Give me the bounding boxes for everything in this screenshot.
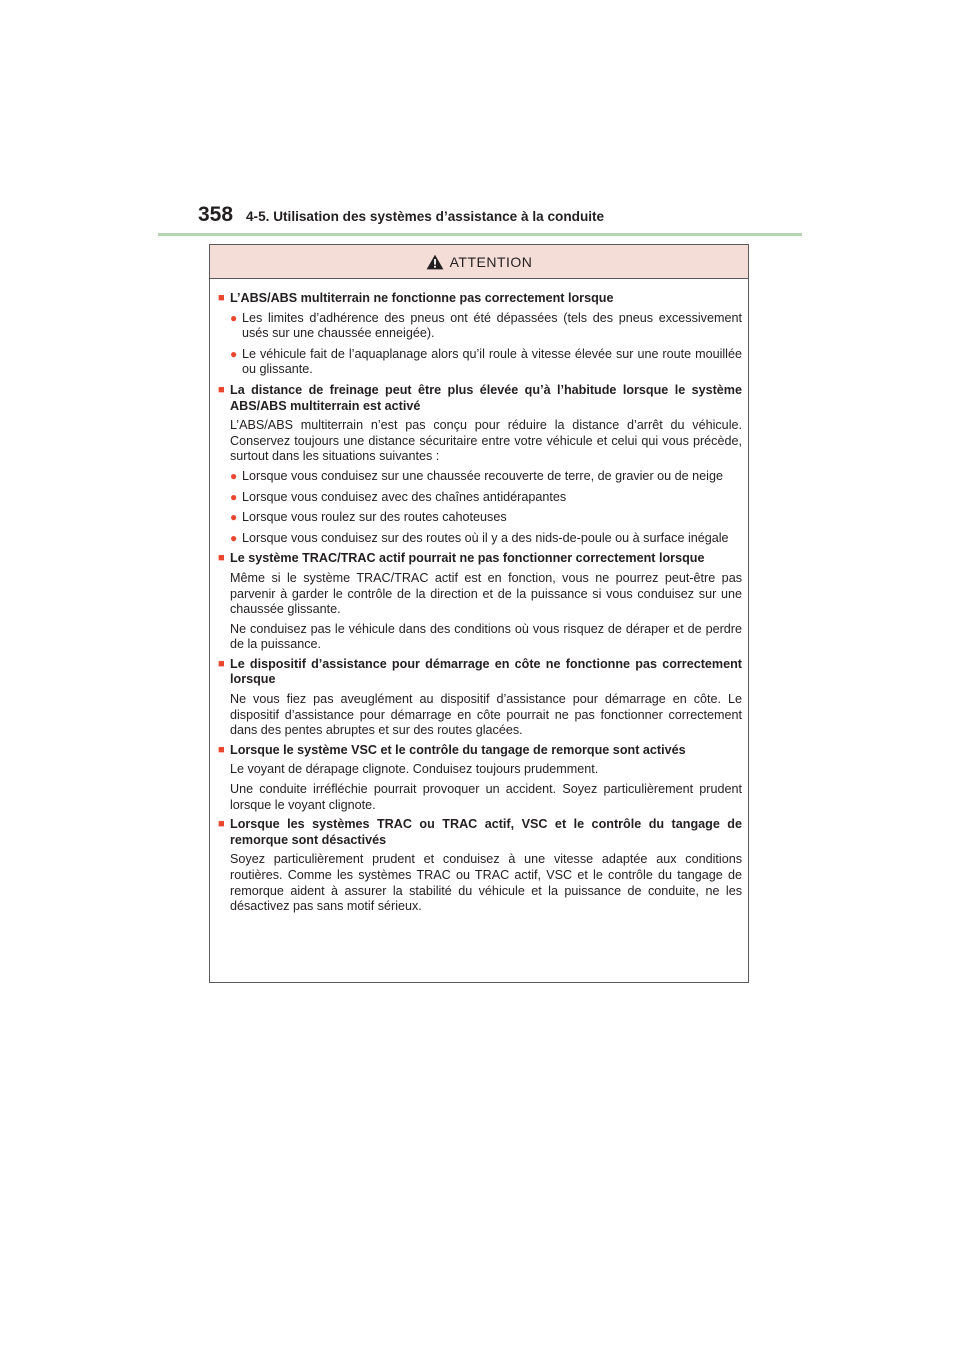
list-item (230, 490, 742, 506)
list-item-text: Les limites d’adhérence des pneus ont été dépassées (tels des pneus excessivement usés sur une chaussée enneigée). (242, 310, 742, 341)
warning-title: ATTENTION (449, 253, 533, 270)
section-heading (218, 291, 742, 307)
section-paragraph: Une conduite irréfléchie pourrait provoquer un accident. Soyez particulièrement prudent lorsque le voyant clignote. (230, 782, 742, 812)
list-item-text: Lorsque vous conduisez sur une chaussée recouverte de terre, de gravier ou de neige (242, 468, 723, 483)
warning-body (210, 279, 748, 915)
warning-section (218, 551, 742, 653)
round-bullet-icon: ● (230, 346, 238, 361)
section-heading-text: Le système TRAC/TRAC actif pourrait ne pas fonctionner correctement lorsque (230, 551, 705, 566)
square-bullet-icon: ■ (218, 552, 225, 565)
list-item-text: Lorsque vous conduisez avec des chaînes antidérapantes (242, 489, 567, 504)
section-heading (218, 551, 742, 567)
section-heading-text: La distance de freinage peut être plus élevée qu’à l’habitude lorsque le système ABS/ABS multiterrain est activé (230, 382, 742, 413)
page-header (198, 203, 802, 233)
square-bullet-icon: ■ (218, 743, 225, 756)
warning-section (218, 657, 742, 739)
list-item-text: Lorsque vous conduisez sur des routes où il y a des nids-de-poule ou à surface inégale (242, 530, 729, 545)
warning-section (218, 817, 742, 915)
list-item (230, 469, 742, 485)
section-heading-text: Le dispositif d’assistance pour démarrage en côte ne fonctionne pas correctement lorsque (230, 656, 742, 687)
list-item-text: Le véhicule fait de l’aquaplanage alors qu’il roule à vitesse élevée sur une route mouillée ou glissante. (242, 346, 742, 377)
list-item (230, 347, 742, 378)
square-bullet-icon: ■ (218, 292, 225, 304)
round-bullet-icon: ● (230, 310, 238, 325)
section-heading-text: Lorsque les systèmes TRAC ou TRAC actif, VSC et le contrôle du tangage de remorque sont désactivés (230, 817, 742, 847)
section-paragraph: Ne vous fiez pas aveuglément au dispositif d’assistance pour démarrage en côte. Le dispositif d’assistance pour démarrage en côte pourrait ne pas fonctionner correctement dans des pentes abruptes et sur des routes glacées. (230, 692, 742, 738)
warning-header (210, 245, 748, 279)
square-bullet-icon: ■ (218, 383, 225, 396)
warning-triangle-icon (426, 254, 444, 270)
round-bullet-icon: ● (230, 510, 238, 525)
section-title: 4-5. Utilisation des systèmes d’assistance à la conduite (246, 209, 605, 224)
warning-section (218, 291, 742, 378)
list-item (230, 510, 742, 526)
round-bullet-icon: ● (230, 468, 238, 483)
warning-section (218, 383, 742, 546)
section-paragraph: Ne conduisez pas le véhicule dans des conditions où vous risquez de déraper et de perdre de la puissance. (230, 621, 742, 652)
round-bullet-icon: ● (230, 530, 238, 545)
section-paragraph: Soyez particulièrement prudent et conduisez à une vitesse adaptée aux conditions routières. Comme les systèmes TRAC ou TRAC actif, VSC et le contrôle du tangage de remorque aident à assurer la stabilité du véhicule et la puissance de conduite, ne les désactivez pas sans motif sérieux. (230, 852, 742, 914)
warning-section (218, 743, 742, 813)
list-item-text: Lorsque vous roulez sur des routes cahoteuses (242, 510, 507, 525)
section-heading-text: L’ABS/ABS multiterrain ne fonctionne pas correctement lorsque (230, 291, 614, 305)
page-number: 358 (198, 203, 234, 226)
section-heading (218, 383, 742, 414)
square-bullet-icon: ■ (218, 818, 225, 831)
square-bullet-icon: ■ (218, 657, 225, 670)
section-heading-text: Lorsque le système VSC et le contrôle du tangage de remorque sont activés (230, 742, 686, 757)
list-item (230, 311, 742, 342)
section-heading (218, 743, 742, 759)
section-paragraph: Le voyant de dérapage clignote. Conduisez toujours prudemment. (230, 762, 599, 777)
section-heading (218, 657, 742, 688)
section-paragraph: Même si le système TRAC/TRAC actif est en fonction, vous ne pourrez peut-être pas parvenir à garder le contrôle de la direction et de la puissance si vous conduisez sur une chaussée glissante. (230, 570, 742, 617)
header-rule (158, 233, 802, 236)
section-paragraph: L’ABS/ABS multiterrain n’est pas conçu pour réduire la distance d’arrêt du véhicule. Conservez toujours une distance sécuritaire entre votre véhicule et celui qui vous précède, surtout dans les situations suivantes : (230, 418, 742, 464)
round-bullet-icon: ● (230, 489, 238, 504)
list-item (230, 531, 742, 547)
warning-box (209, 244, 749, 983)
section-heading (218, 817, 742, 848)
